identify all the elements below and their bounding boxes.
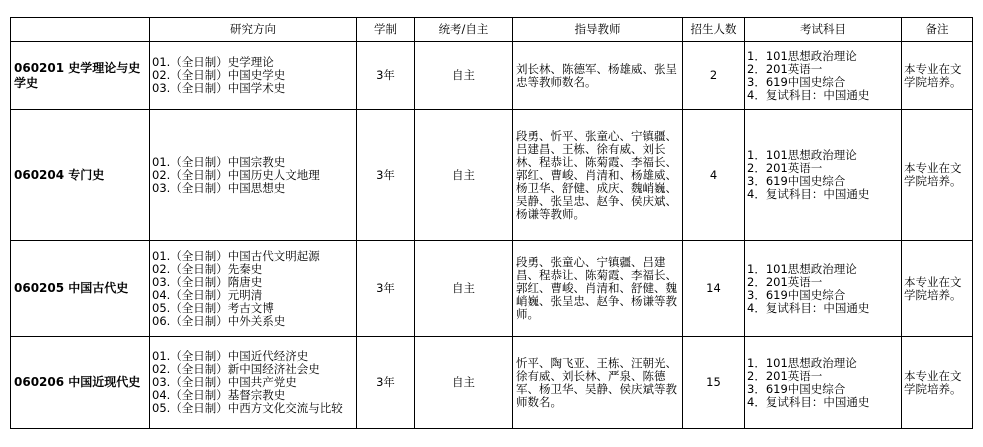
direction-item: 01.（全日制）中国近代经济史 bbox=[152, 349, 309, 363]
exam-subjects bbox=[745, 42, 902, 110]
header-note: 备注 bbox=[902, 18, 973, 42]
direction-item: 02.（全日制）中国历史人文地理 bbox=[152, 167, 320, 182]
direction-item: 02.（全日制）先秦史 bbox=[152, 261, 263, 276]
direction-item: 03.（全日制）中国思想史 bbox=[152, 180, 286, 195]
research-directions bbox=[150, 42, 357, 110]
duration: 3年 bbox=[357, 241, 415, 337]
exam-subjects bbox=[745, 241, 902, 337]
teachers: 刘长林、陈德军、杨雄威、张呈忠等教师数名。 bbox=[513, 42, 683, 110]
subject-item: 2．201英语一 bbox=[747, 61, 823, 76]
table-row bbox=[11, 110, 973, 241]
subject-item: 2．201英语一 bbox=[747, 368, 823, 383]
table-row bbox=[11, 337, 973, 429]
note: 本专业在文学院培养。 bbox=[902, 241, 973, 337]
exam-subjects bbox=[745, 110, 902, 241]
exam-type: 自主 bbox=[415, 337, 513, 429]
subject-item: 1．101思想政治理论 bbox=[747, 355, 857, 370]
major-name: 060206 中国近现代史 bbox=[11, 337, 150, 429]
header-teachers: 指导教师 bbox=[513, 18, 683, 42]
header-enrollment: 招生人数 bbox=[683, 18, 745, 42]
header-subjects: 考试科目 bbox=[745, 18, 902, 42]
subject-item: 2．201英语一 bbox=[747, 161, 823, 175]
direction-item: 06.（全日制）中外关系史 bbox=[152, 313, 286, 328]
direction-item: 02.（全日制）新中国经济社会史 bbox=[152, 362, 320, 376]
header-row bbox=[11, 18, 973, 42]
enrollment: 2 bbox=[683, 42, 745, 110]
direction-item: 03.（全日制）中国学术史 bbox=[152, 81, 286, 95]
direction-item: 04.（全日制）元明清 bbox=[152, 287, 263, 302]
research-directions bbox=[150, 241, 357, 337]
direction-item: 05.（全日制）中西方文化交流与比较 bbox=[152, 401, 343, 415]
note: 本专业在文学院培养。 bbox=[902, 42, 973, 110]
subject-item: 4．复试科目：中国通史 bbox=[747, 87, 870, 102]
duration: 3年 bbox=[357, 110, 415, 241]
header-direction: 研究方向 bbox=[150, 18, 357, 42]
exam-type: 自主 bbox=[415, 110, 513, 241]
exam-subjects bbox=[745, 337, 902, 429]
subject-item: 2．201英语一 bbox=[747, 274, 823, 289]
direction-item: 01.（全日制）中国古代文明起源 bbox=[152, 248, 320, 263]
major-name: 060205 中国古代史 bbox=[11, 241, 150, 337]
subject-item: 4．复试科目：中国通史 bbox=[747, 187, 870, 201]
note: 本专业在文学院培养。 bbox=[902, 337, 973, 429]
direction-item: 01.（全日制）史学理论 bbox=[152, 55, 274, 69]
duration: 3年 bbox=[357, 42, 415, 110]
major-name: 060204 专门史 bbox=[11, 110, 150, 241]
teachers: 段勇、忻平、张童心、宁镇疆、吕建昌、王栋、徐有威、刘长林、程恭让、陈菊霞、李福长、郭红、曹峻、肖清和、杨雄威、杨卫华、舒健、成庆、魏峭巍、吴静、张呈忠、赵争、侯庆斌、杨谦等教师。 bbox=[513, 110, 683, 241]
exam-type: 自主 bbox=[415, 42, 513, 110]
enrollment: 14 bbox=[683, 241, 745, 337]
exam-type: 自主 bbox=[415, 241, 513, 337]
research-directions bbox=[150, 110, 357, 241]
major-name: 060201 史学理论与史学史 bbox=[11, 42, 150, 110]
header-major bbox=[11, 18, 150, 42]
direction-item: 03.（全日制）中国共产党史 bbox=[152, 375, 297, 389]
subject-item: 3．619中国史综合 bbox=[747, 381, 846, 396]
enrollment: 4 bbox=[683, 110, 745, 241]
subject-item: 3．619中国史综合 bbox=[747, 287, 846, 302]
direction-item: 04.（全日制）基督宗教史 bbox=[152, 388, 286, 402]
direction-item: 01.（全日制）中国宗教史 bbox=[152, 154, 286, 169]
table-row bbox=[11, 241, 973, 337]
header-exam-type: 统考/自主 bbox=[415, 18, 513, 42]
admission-table bbox=[10, 17, 973, 429]
subject-item: 3．619中国史综合 bbox=[747, 174, 846, 188]
header-duration: 学制 bbox=[357, 18, 415, 42]
direction-item: 03.（全日制）隋唐史 bbox=[152, 274, 263, 289]
table-row bbox=[11, 42, 973, 110]
duration: 3年 bbox=[357, 337, 415, 429]
enrollment: 15 bbox=[683, 337, 745, 429]
note: 本专业在文学院培养。 bbox=[902, 110, 973, 241]
research-directions bbox=[150, 337, 357, 429]
teachers: 忻平、陶飞亚、王栋、汪朝光、徐有威、刘长林、严泉、陈德军、杨卫华、吴静、侯庆斌等教师数名。 bbox=[513, 337, 683, 429]
direction-item: 05.（全日制）考古文博 bbox=[152, 300, 274, 315]
subject-item: 4．复试科目：中国通史 bbox=[747, 300, 870, 315]
direction-item: 02.（全日制）中国史学史 bbox=[152, 68, 286, 82]
subject-item: 3．619中国史综合 bbox=[747, 74, 846, 89]
admission-table-container bbox=[10, 17, 973, 429]
subject-item: 4．复试科目：中国通史 bbox=[747, 394, 870, 409]
teachers: 段勇、张童心、宁镇疆、吕建昌、程恭让、陈菊霞、李福长、郭红、曹峻、肖清和、舒健、魏峭巍、张呈忠、赵争、杨谦等教师。 bbox=[513, 241, 683, 337]
subject-item: 1．101思想政治理论 bbox=[747, 261, 857, 276]
subject-item: 1．101思想政治理论 bbox=[747, 148, 857, 162]
subject-item: 1．101思想政治理论 bbox=[747, 48, 857, 63]
